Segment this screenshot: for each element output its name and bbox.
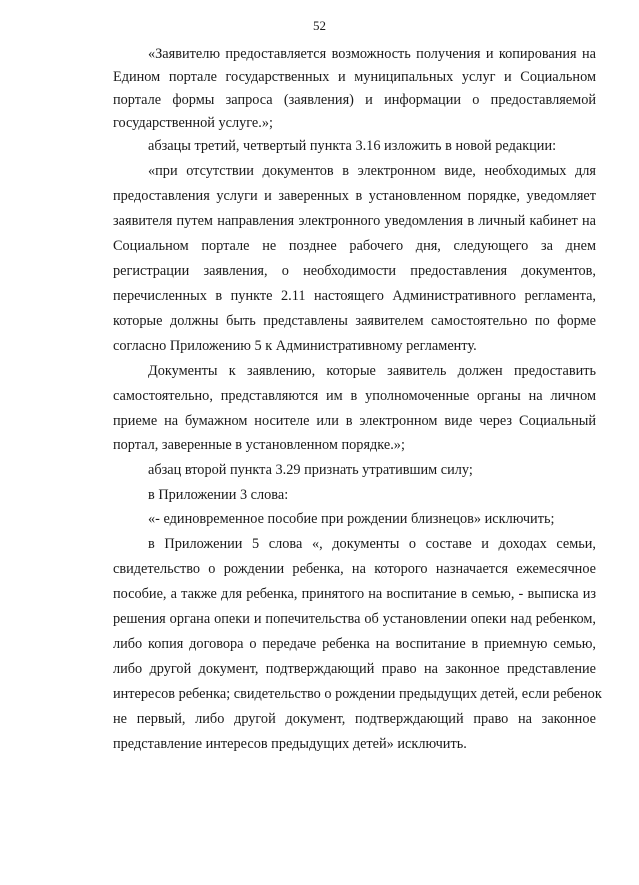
- text-line: в Приложении 5 слова «, документы о составе и доходах семьи,: [148, 536, 596, 552]
- text-line: либо копия договора о передаче ребенка на воспитание в приемную семью,: [113, 636, 596, 652]
- text-line: не первый, либо другой документ, подтверждающий право на законное: [113, 711, 596, 727]
- page-number: 52: [313, 18, 326, 33]
- text-line: регистрации заявления, о необходимости предоставления документов,: [113, 263, 596, 279]
- text-line: представление интересов предыдущих детей» исключить.: [113, 736, 467, 752]
- text-line: приеме на бумажном носителе или в электронном виде через Социальный: [113, 413, 596, 429]
- text-line: «при отсутствии документов в электронном виде, необходимых для: [148, 163, 596, 179]
- text-line: самостоятельно, представляются им в уполномоченные органы на личном: [113, 388, 596, 404]
- text-line: предоставления услуги и заверенных в установленном порядке, уведомляет: [113, 188, 596, 204]
- text-line: в Приложении 3 слова:: [148, 487, 289, 503]
- text-line: портале формы запроса (заявления) и информации о предоставляемой: [113, 92, 596, 108]
- text-line: абзац второй пункта 3.29 признать утратившим силу;: [148, 462, 473, 478]
- text-line: Социальном портале не позднее рабочего дня, следующего за днем: [113, 238, 596, 254]
- text-line: заявителя путем направления электронного уведомления в личный кабинет на: [113, 213, 596, 229]
- text-line: портал, заверенные в установленном порядке.»;: [113, 437, 405, 453]
- text-line: Документы к заявлению, которые заявитель должен предоставить: [148, 363, 596, 379]
- text-line: интересов ребенка; свидетельство о рождении предыдущих детей, если ребенок: [113, 686, 602, 702]
- text-line: «- единовременное пособие при рождении близнецов» исключить;: [148, 511, 555, 527]
- text-line: пособие, а также для ребенка, принятого на воспитание в семью, - выписка из: [113, 586, 596, 602]
- text-line: либо другой документ, подтверждающий право на законное представление: [113, 661, 596, 677]
- text-line: свидетельство о рождении ребенка, на которого назначается ежемесячное: [113, 561, 596, 577]
- text-line: «Заявителю предоставляется возможность получения и копирования на: [148, 46, 596, 62]
- text-line: согласно Приложению 5 к Административному регламенту.: [113, 338, 477, 354]
- text-line: которые должны быть представлены заявителем самостоятельно по форме: [113, 313, 596, 329]
- text-line: перечисленных в пункте 2.11 настоящего Административного регламента,: [113, 288, 596, 304]
- text-line: решения органа опеки и попечительства об установлении опеки над ребенком,: [113, 611, 596, 627]
- text-line: абзацы третий, четвертый пункта 3.16 изложить в новой редакции:: [148, 138, 557, 154]
- text-line: Едином портале государственных и муниципальных услуг и Социальном: [113, 69, 596, 85]
- text-line: государственной услуге.»;: [113, 115, 273, 131]
